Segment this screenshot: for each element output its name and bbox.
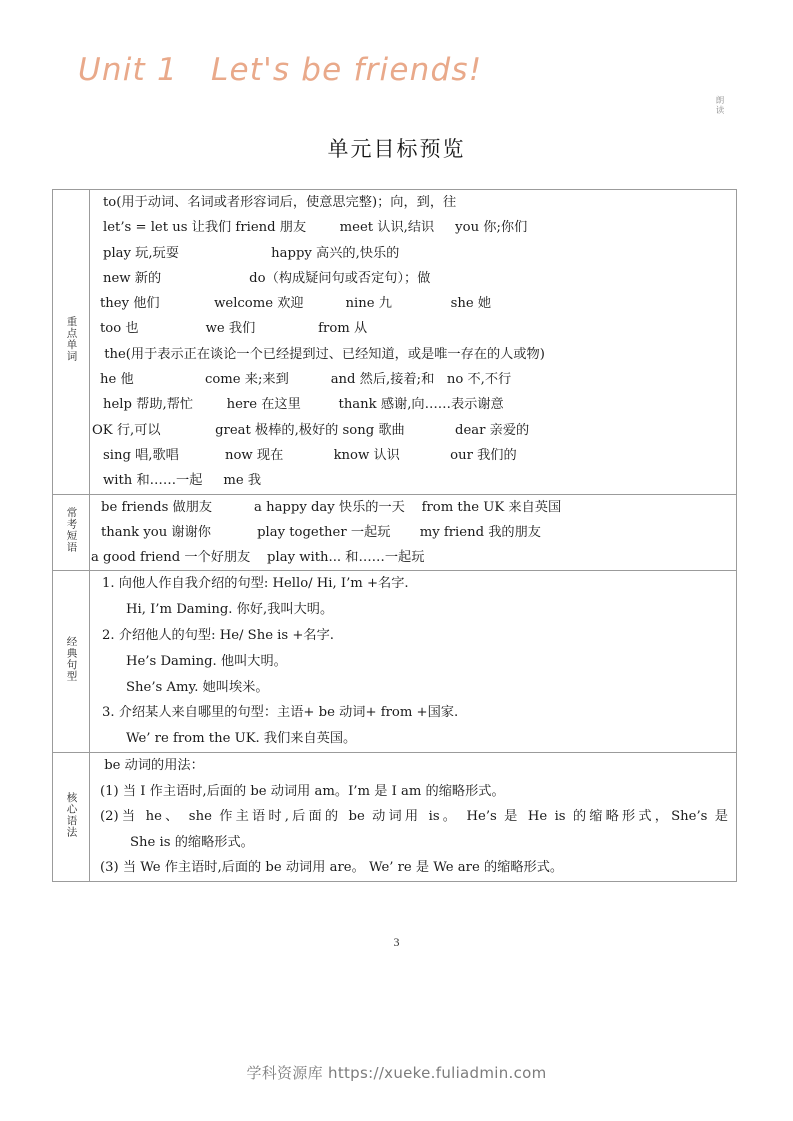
content-line: (1) 当 I 作主语时,后面的 be 动词用 am。I’m 是 I am 的缩略形式。 [100,783,505,799]
page-title: 单元目标预览 [327,137,466,161]
content-line: thank you 谢谢你 play together 一起玩 my friend 我的朋友 [101,524,541,540]
row-label: 经典句型 [65,636,78,683]
row-label-cell [53,571,90,753]
content-line: She is 的缩略形式。 [130,834,254,850]
content-line: let’s = let us 让我们 friend 朋友 meet 认识,结识 you 你;你们 [103,220,528,236]
table-row [53,571,737,753]
read-aloud-label: 朗读 [715,96,725,116]
content-line: OK 行,可以 great 极棒的,极好的 song 歌曲 dear 亲爱的 [92,422,530,438]
table-row [53,190,737,495]
row-label: 重点单词 [65,316,78,363]
content-line: 2. 介绍他人的句型: He/ She is +名字. [102,628,334,644]
content-line: a good friend 一个好朋友 play with... 和……一起玩 [91,550,425,566]
content-line: 3. 介绍某人来自哪里的句型：主语+ be 动词+ from +国家. [102,705,459,721]
table-body [53,190,737,882]
table-row [53,753,737,882]
content-line: be friends 做朋友 a happy day 快乐的一天 from the UK 来自英国 [101,499,562,515]
content-line: he 他 come 来;来到 and 然后,接着;和 no 不,不行 [100,372,512,388]
row-content-cell [90,571,737,753]
content-line: new 新的 do（构成疑问句或否定句）；做 [103,270,431,286]
content-line: the(用于表示正在谈论一个已经提到过、已经知道，或是唯一存在的人或物) [100,346,545,362]
content-line: 1. 向他人作自我介绍的句型: Hello/ Hi, I’m +名字. [102,576,409,592]
row-content-cell [90,753,737,882]
watermark: 学科资源库 https://xueke.fuliadmin.com [246,1064,547,1082]
content-line: help 帮助,帮忙 here 在这里 thank 感谢,向……表示谢意 [103,397,504,413]
content-line: too 也 we 我们 from 从 [100,321,368,337]
unit-objectives-table [52,189,737,882]
row-label: 核心语法 [65,791,78,838]
row-content-cell [90,190,737,495]
content-line: be 动词的用法： [100,758,204,774]
content-line: to(用于动词、名词或者形容词后，使意思完整)；向，到，往 [103,195,457,210]
row-label-cell [53,494,90,571]
row-label-cell [53,753,90,882]
content-line: play 玩,玩耍 happy 高兴的,快乐的 [103,245,400,261]
content-line: they 他们 welcome 欢迎 nine 九 she 她 [100,296,492,312]
row-content-cell [90,494,737,571]
unit-title: Unit 1 Let's be friends! [78,52,483,88]
content-line: with 和……一起 me 我 [103,473,262,489]
table-row [53,494,737,571]
row-label-cell [53,190,90,495]
content-line: (3) 当 We 作主语时,后面的 be 动词用 are。 We’ re 是 We are 的缩略形式。 [100,860,564,876]
row-label: 常考短语 [65,507,78,553]
page-number: 3 [393,935,400,949]
content-line: Hi, I’m Daming. 你好,我叫大明。 [126,602,334,618]
content-line: He’s Daming. 他叫大明。 [126,653,287,669]
content-line: sing 唱,歌唱 now 现在 know 认识 our 我们的 [103,447,517,463]
content-line: We’ re from the UK. 我们来自英国。 [126,731,357,747]
content-line: (2)当 he、 she 作主语时,后面的 be 动词用 is。 He’s 是 He is 的缩略形式，She’s 是 [100,809,728,825]
content-line: She’s Amy. 她叫埃米。 [126,679,269,695]
